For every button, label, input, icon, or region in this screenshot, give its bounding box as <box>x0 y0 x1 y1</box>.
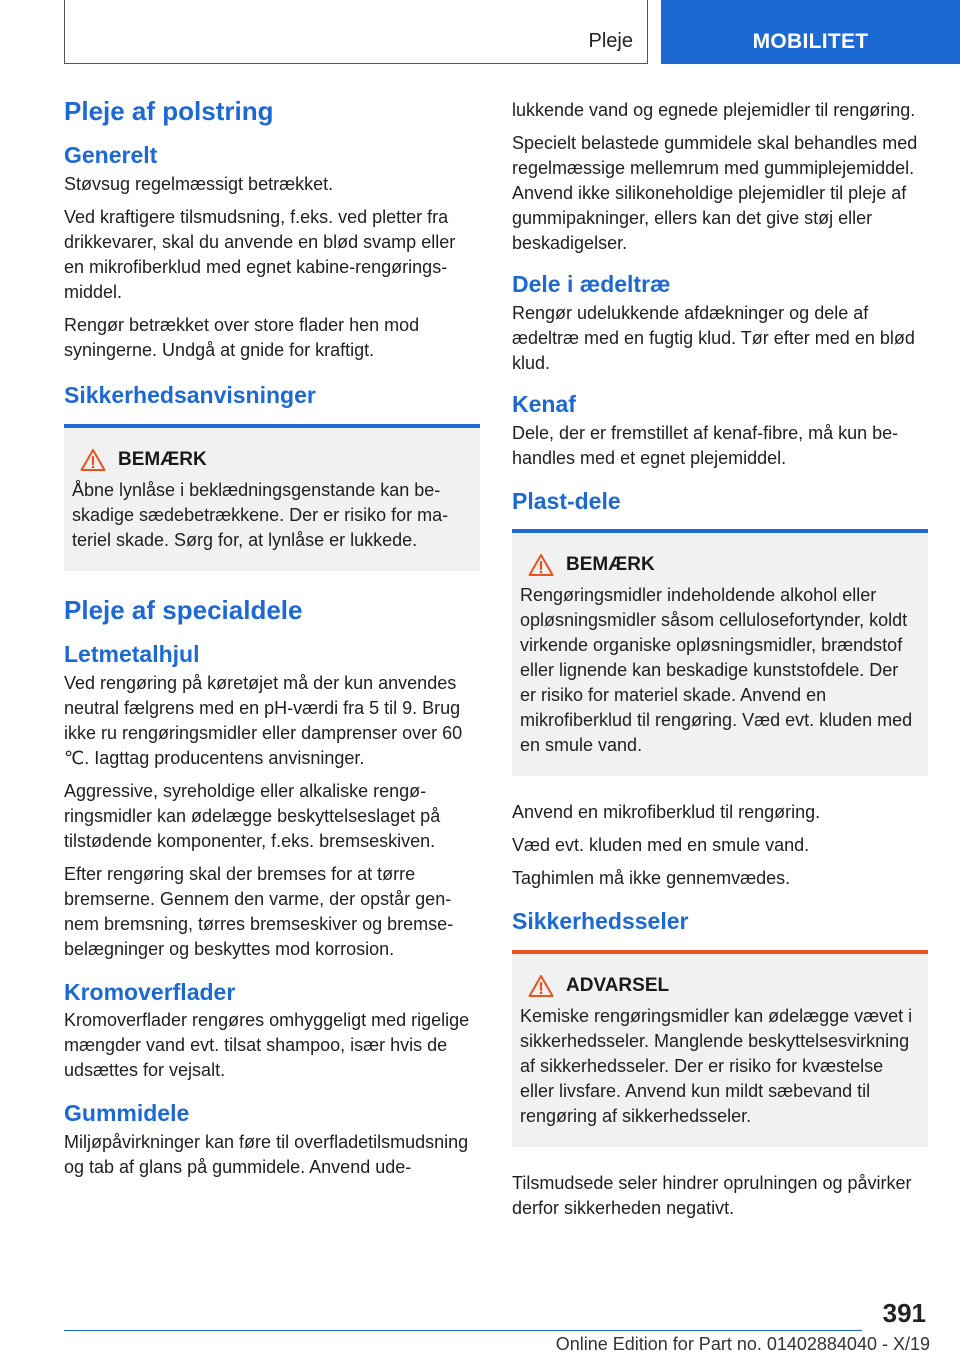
notice-header <box>72 448 468 472</box>
header-section-title: Pleje <box>588 30 633 52</box>
notice-header <box>520 553 916 577</box>
paragraph: Ved rengøring på køretøjet må der kun anvendes neutral fælgrens med en pH-værdi fra 5 til 9. Brug ikke ru rengøringsmidler eller damprenser over 60 ℃. Iagttag producentens anvisninger. <box>64 672 463 768</box>
heading-letmetalhjul: Letmetalhjul <box>64 640 200 667</box>
heading-pleje-af-polstring: Pleje af polstring <box>64 96 274 126</box>
paragraph: Støvsug regelmæssigt betrækket. <box>64 173 334 194</box>
paragraph: Taghimlen må ikke gennemvædes. <box>512 868 791 889</box>
right-column <box>512 98 928 1229</box>
heading-plast-dele: Plast-dele <box>512 487 621 514</box>
heading-generelt: Generelt <box>64 142 158 169</box>
heading-kromoverflader: Kromoverflader <box>64 978 236 1005</box>
header-chapter-tab <box>661 0 960 64</box>
heading-kenaf: Kenaf <box>512 390 576 417</box>
page-number: 391 <box>882 1298 926 1328</box>
left-column <box>64 96 480 1188</box>
paragraph: Ved kraftigere tilsmudsning, f.eks. ved pletter fra drikkevarer, skal du anvende en blød svamp eller en mikrofiberklud med egnet kabine-rengøringsmiddel. <box>64 206 456 302</box>
paragraph: Miljøpåvirkninger kan føre til overfladetilsmudsning og tab af glans på gummidele. Anvend ude- <box>64 1132 469 1178</box>
notice-title: ADVARSEL <box>566 975 670 996</box>
notice-box-plastic <box>512 529 928 776</box>
warning-triangle-icon <box>80 448 106 472</box>
notice-text: Kemiske rengøringsmidler kan ødelægge vævet i sikkerhedsseler. Manglende beskyttelsesvirkning af sikkerhedsseler. Der er risiko for kvæstelse eller livsfare. Anvend kun mildt sæbevand til rengøring af sikkerhedsseler. <box>520 1006 913 1126</box>
notice-box-zipper <box>64 424 480 571</box>
paragraph: Efter rengøring skal der bremses for at tørre bremserne. Gennem den varme, der opstår gennem bremsning, tørres bremseskiver og bremsebelægninger og beskyttes mod korrosion. <box>64 863 454 959</box>
paragraph: lukkende vand og egnede plejemidler til rengøring. <box>512 100 916 120</box>
header-chapter-label: MOBILITET <box>752 30 869 53</box>
paragraph: Tilsmudsede seler hindrer oprulningen og påvirker derfor sikkerheden negativt. <box>512 1173 912 1218</box>
notice-title: BEMÆRK <box>118 448 207 470</box>
paragraph: Rengør betrækket over store flader hen mod syningerne. Undgå at gnide for kraftigt. <box>64 314 420 360</box>
paragraph: Kromoverflader rengøres omhyggeligt med rigelige mængder vand evt. tilsat shampoo, især hvis de udsættes for vejsalt. <box>64 1010 470 1081</box>
heading-pleje-af-specialdele: Pleje af specialdele <box>64 594 303 625</box>
paragraph: Rengør udelukkende afdækninger og dele af ædeltræ med en fugtig klud. Tør efter med en blød klud. <box>512 302 915 373</box>
heading-sikkerhedsseler: Sikkerhedsseler <box>512 908 689 935</box>
heading-dele-i-aedeltrae: Dele i ædeltræ <box>512 271 671 297</box>
heading-sikkerhedsanvisninger: Sikkerhedsanvisninger <box>64 381 316 408</box>
notice-text: Åbne lynlåse i beklædningsgenstande kan beskadige sædebetrækkene. Der er risiko for materiel skade. Sørg for, at lynlåse er lukkede. <box>72 479 449 550</box>
paragraph: Dele, der er fremstillet af kenaf-fibre, må kun behandles med et egnet plejemiddel. <box>512 422 899 468</box>
notice-header <box>520 974 916 998</box>
warning-box-seatbelts <box>512 950 928 1147</box>
header-section-box <box>64 0 648 64</box>
paragraph: Specielt belastede gummidele skal behandles med regelmæssige mellemrum med gummiplejemiddel. Anvend ikke silikoneholdige plejemidler til pleje af gummipakninger, ellers kan det give støj eller beskadigelser. <box>512 133 918 253</box>
warning-triangle-icon <box>528 974 554 998</box>
notice-title: BEMÆRK <box>566 554 655 576</box>
paragraph: Anvend en mikrofiberklud til rengøring. <box>512 802 821 823</box>
paragraph: Aggressive, syreholdige eller alkaliske rengøringsmidler kan ødelægge beskyttelseslaget på tilstødende komponenter, f.eks. bremseskiven. <box>64 780 441 851</box>
footer-divider <box>64 1330 862 1331</box>
heading-gummidele: Gummidele <box>64 1100 190 1127</box>
paragraph: Væd evt. kluden med en smule vand. <box>512 835 810 856</box>
warning-triangle-icon <box>528 553 554 577</box>
notice-text: Rengøringsmidler indeholdende alkohol eller opløsningsmidler såsom cellulosefortynder, koldt virkende organiske opløsningsmidler, brændstof eller lignende kan beskadige kunststofdele. Der er risiko for materiel skade. Anvend en mikrofiberklud til rengøring. Væd evt. kluden med en smule vand. <box>520 585 913 756</box>
footer-edition-text: Online Edition for Part no. 01402884040 - X/19 <box>555 1334 930 1354</box>
